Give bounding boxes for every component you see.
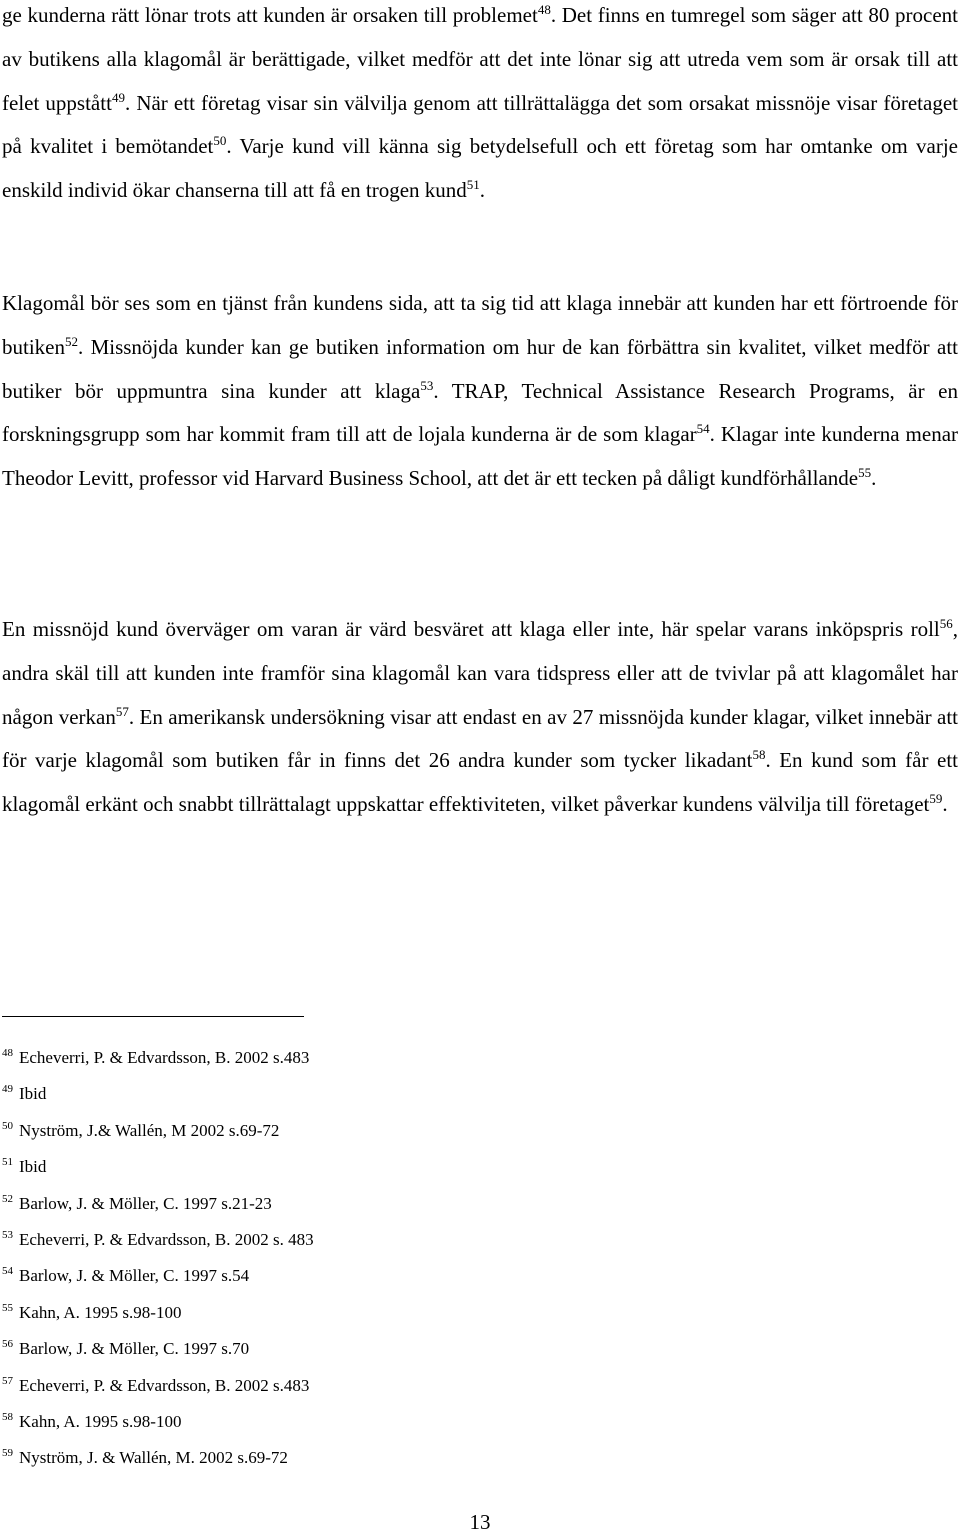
- footnote-item: [2, 1186, 702, 1222]
- body-paragraph: [2, 0, 958, 213]
- footnote-text: Echeverri, P. & Edvardsson, B. 2002 s.483: [19, 1048, 310, 1067]
- footnote-item: [2, 1368, 702, 1404]
- footnote-item: [2, 1222, 702, 1258]
- footnote-item: [2, 1258, 702, 1294]
- footnote-number: 51: [2, 1156, 13, 1169]
- footnote-reference: 57: [115, 703, 129, 719]
- footnote-item: [2, 1295, 702, 1331]
- footnote-text: Ibid: [19, 1084, 47, 1104]
- footnote-text: Ibid: [19, 1157, 47, 1177]
- footnote-text: Echeverri, P. & Edvardsson, B. 2002 s. 483: [19, 1230, 314, 1250]
- footnote-reference: 51: [466, 177, 480, 193]
- footnote-number: 56: [2, 1338, 13, 1351]
- footnote-number: 58: [2, 1411, 13, 1424]
- paragraph-text: , andra skäl till att kunden inte framför sina klagomål kan vara tidspress eller att de tvivlar på att klagomålet har någon verkan: [2, 617, 958, 729]
- footnote-list: [2, 1040, 702, 1477]
- paragraph-text: . En kund som får ett klagomål erkänt och snabbt tillrättalagt uppskattar effektiviteten, vilket påverkar kundens välvilja till företaget: [2, 748, 958, 817]
- paragraph-text: .: [942, 792, 948, 817]
- paragraph-text: . TRAP, Technical Assistance Research Programs, är en forskningsgrupp som har kommit fram till att de lojala kunderna är de som klagar: [2, 378, 958, 447]
- paragraph-text: .: [871, 466, 877, 491]
- footnote-number: 59: [2, 1447, 13, 1460]
- footnote-text: Barlow, J. & Möller, C. 1997 s.54: [19, 1266, 250, 1286]
- footnote-item: [2, 1149, 702, 1185]
- footnote-text: Nyström, J. & Wallén, M. 2002 s.69-72: [19, 1448, 288, 1468]
- paragraph-text: ge kunderna rätt lönar trots att kunden är orsaken till problemet: [2, 3, 538, 27]
- footnote-number: 49: [2, 1083, 13, 1096]
- footnote-reference: 53: [420, 377, 434, 393]
- footnote-number: 53: [2, 1229, 13, 1242]
- page-number: 13: [469, 1510, 491, 1534]
- paragraph-text: En missnöjd kund överväger om varan är värd besväret att klaga eller inte, här spelar varans inköpspris roll: [2, 617, 940, 641]
- footnote-reference: 52: [65, 333, 78, 349]
- paragraph-text: . En amerikansk undersökning visar att endast en av 27 missnöjda kunder klagar, vilket innebär att för varje klagomål som butiken får in finns det 26 andra kunder som tycker likadant: [2, 704, 958, 773]
- footnote-text: Nyström, J.& Wallén, M 2002 s.69-72: [19, 1120, 280, 1140]
- footnote-item: [2, 1440, 702, 1476]
- footnote-text: Barlow, J. & Möller, C. 1997 s.70: [19, 1339, 250, 1359]
- footnote-text: Kahn, A. 1995 s.98-100: [19, 1412, 182, 1432]
- footnote-separator: [2, 1016, 304, 1017]
- footnote-reference: 54: [696, 421, 710, 437]
- footnote-number: 54: [2, 1265, 13, 1278]
- footnote-reference: 55: [858, 465, 872, 481]
- footnote-reference: 59: [929, 791, 943, 807]
- footnote-reference: 49: [111, 89, 125, 105]
- footnote-item: [2, 1113, 702, 1149]
- footnote-text: Echeverri, P. & Edvardsson, B. 2002 s.483: [19, 1375, 310, 1395]
- footnote-number: 55: [2, 1301, 13, 1314]
- footnote-item: [2, 1076, 702, 1112]
- footnote-number: 48: [2, 1047, 13, 1059]
- body-paragraph: [2, 282, 958, 501]
- paragraph-text: .: [479, 178, 486, 203]
- paragraph-text: . Klagar inte kunderna menar Theodor Levitt, professor vid Harvard Business School, att det är ett tecken på dåligt kundförhållande: [2, 422, 959, 491]
- footnote-text: Kahn, A. 1995 s.98-100: [19, 1302, 182, 1322]
- footnote-item: [2, 1331, 702, 1367]
- footnote-reference: 50: [213, 133, 227, 149]
- paragraph-text: . När ett företag visar sin välvilja genom att tillrättalägga det som orsakat missnöje visar företaget på kvalitet i bemötandet: [2, 90, 958, 159]
- paragraph-text: Klagomål bör ses som en tjänst från kundens sida, att ta sig tid att klaga innebär att kunden har ett förtroende för butiken: [2, 291, 958, 359]
- footnote-number: 50: [2, 1119, 13, 1132]
- body-paragraph: [2, 608, 958, 827]
- footnote-item: [2, 1040, 702, 1076]
- footnote-reference: 56: [939, 616, 953, 631]
- footnote-text: Barlow, J. & Möller, C. 1997 s.21-23: [19, 1193, 272, 1213]
- footnote-reference: 48: [537, 2, 551, 17]
- footnote-number: 52: [2, 1192, 13, 1205]
- footnote-number: 57: [2, 1374, 13, 1387]
- paragraph-text: . Varje kund vill känna sig betydelsefull och ett företag som har omtanke om varje enskild individ ökar chanserna till att få en trogen kund: [2, 134, 958, 203]
- paragraph-text: . Det finns en tumregel som säger att 80 procent av butikens alla klagomål är berättigade, vilket medför att det inte lönar sig att utreda vem som är orsak till att felet uppstått: [2, 3, 958, 115]
- footnote-reference: 58: [752, 747, 766, 763]
- footnote-item: [2, 1404, 702, 1440]
- paragraph-text: . Missnöjda kunder kan ge butiken information om hur de kan förbättra sin kvalitet, vilket medför att butiker bör uppmuntra sina kunder att klaga: [2, 334, 958, 403]
